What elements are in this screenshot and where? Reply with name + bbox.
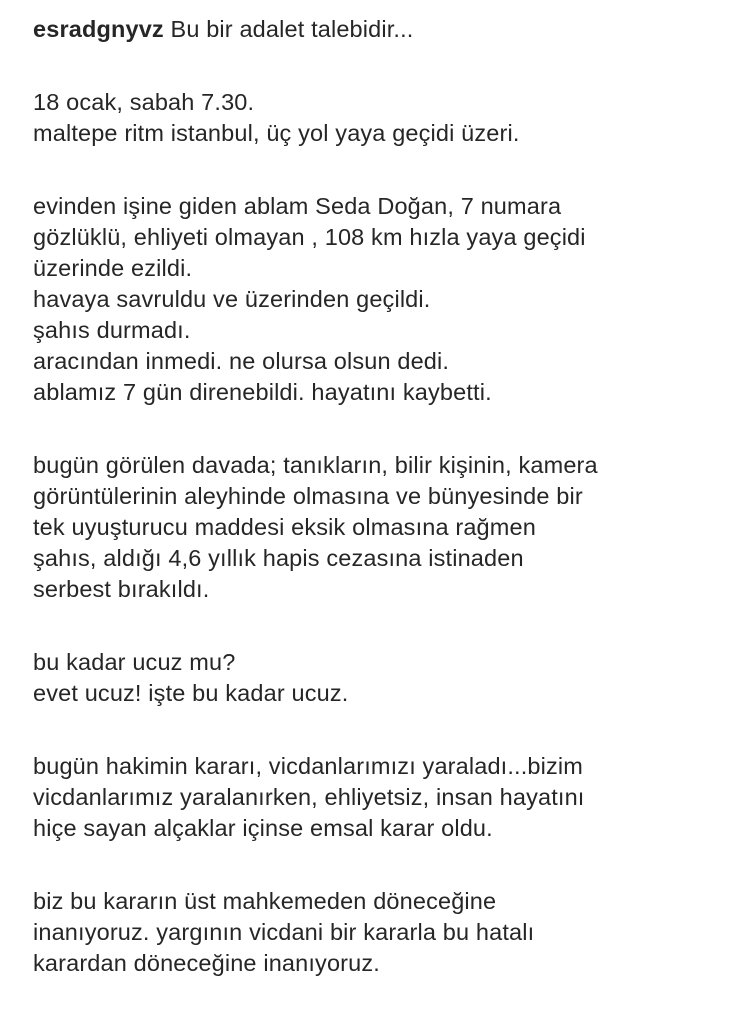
caption-line: vicdanlarımız yaralanırken, ehliyetsiz, insan hayatını [33,784,585,810]
caption-line: üzerinde ezildi. [33,255,193,281]
caption-line: maltepe ritm istanbul, üç yol yaya geçidi üzeri. [33,120,520,146]
caption-line: tek uyuşturucu maddesi eksik olmasına rağmen [33,514,536,540]
caption-line: bugün hakimin kararı, vicdanlarımızı yaraladı...bizim [33,753,583,779]
paragraph-gap [33,709,733,751]
caption-line: hiçe sayan alçaklar içinse emsal karar oldu. [33,815,493,841]
caption-line: serbest bırakıldı. [33,576,210,602]
caption-line: evet ucuz! işte bu kadar ucuz. [33,680,349,706]
caption-line: inanıyoruz. yargının vicdani bir kararla bu hatalı [33,919,535,945]
caption-line: karardan döneceğine inanıyoruz. [33,950,380,976]
caption-line: görüntülerinin aleyhinde olmasına ve bünyesinde bir [33,483,583,509]
caption-line: 18 ocak, sabah 7.30. [33,89,255,115]
caption-paragraph [33,886,733,979]
paragraph-gap [33,408,733,450]
caption-paragraph [33,191,733,408]
caption-first-line [33,14,733,45]
caption-paragraph [33,450,733,605]
caption-paragraph [33,647,733,709]
caption-paragraph [33,751,733,844]
paragraph-gap [33,844,733,886]
paragraph-gap [33,45,733,87]
caption-line: aracından inmedi. ne olursa olsun dedi. [33,348,450,374]
caption-line: gözlüklü, ehliyeti olmayan , 108 km hızla yaya geçidi [33,224,586,250]
caption-intro-text: Bu bir adalet talebidir... [163,16,414,42]
username-link[interactable]: esradgnyvz [33,16,164,42]
post-caption [33,14,733,979]
paragraph-gap [33,149,733,191]
caption-line: şahıs durmadı. [33,317,191,343]
paragraph-gap [33,605,733,647]
caption-line: biz bu kararın üst mahkemeden döneceğine [33,888,497,914]
caption-line: havaya savruldu ve üzerinden geçildi. [33,286,431,312]
caption-paragraph [33,87,733,149]
caption-line: şahıs, aldığı 4,6 yıllık hapis cezasına istinaden [33,545,524,571]
caption-line: bugün görülen davada; tanıkların, bilir kişinin, kamera [33,452,598,478]
caption-line: ablamız 7 gün direnebildi. hayatını kaybetti. [33,379,492,405]
caption-line: evinden işine giden ablam Seda Doğan, 7 numara [33,193,562,219]
caption-line: bu kadar ucuz mu? [33,649,236,675]
